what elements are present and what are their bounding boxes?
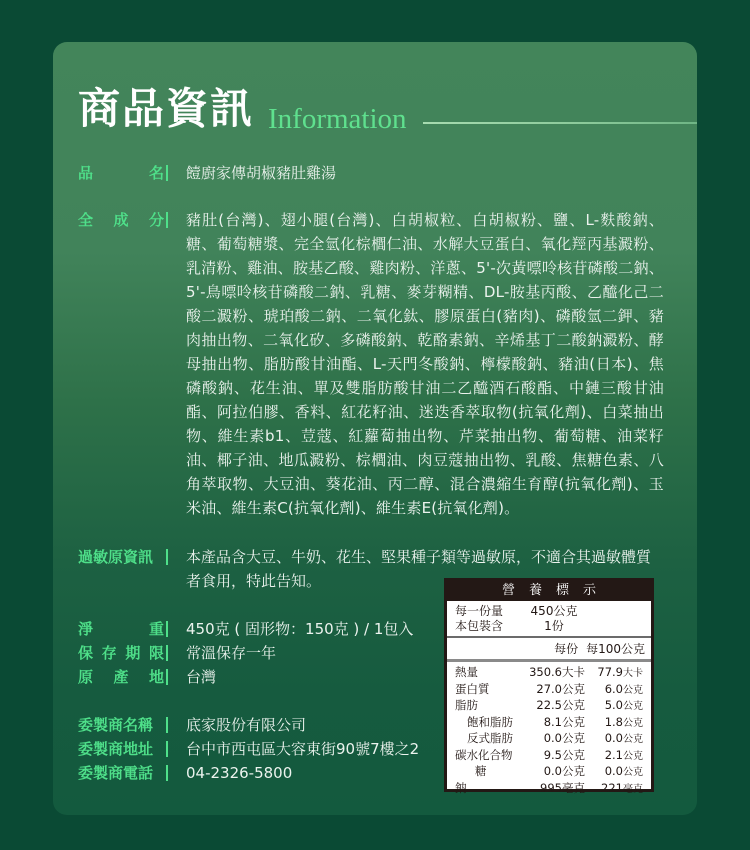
label-separator (166, 765, 168, 781)
label-separator (166, 165, 168, 181)
label-separator (166, 621, 168, 637)
nutrient-value: 5.0 (604, 698, 623, 712)
nutrition-row (455, 698, 645, 715)
col-per-serving: 每份 (554, 642, 579, 656)
label-char: 產 (113, 668, 129, 686)
nutrient-per-100g (585, 682, 643, 699)
nutrient-value: 6.0 (604, 681, 623, 696)
origin-row (78, 665, 216, 689)
net-weight-row (78, 617, 413, 641)
label-separator (166, 717, 168, 733)
manufacturer-phone-value: 04-2326-5800 (186, 764, 293, 782)
nutrient-value: 1.8 (604, 714, 623, 729)
shelf-life-value: 常溫保存一年 (186, 644, 277, 662)
net-weight-label (78, 617, 164, 641)
label-char: 重 (148, 620, 164, 638)
nutrient-per-serving: 22.5公克 (536, 698, 585, 712)
nutrient-name: 鈉 (455, 780, 467, 795)
nutrient-unit: 毫克 (623, 783, 643, 795)
label-char: 分 (148, 211, 164, 229)
nutrient-unit: 公克 (623, 701, 643, 712)
label-separator (166, 212, 168, 228)
shelf-life-row (78, 641, 276, 665)
page-title: 商品資訊 (78, 84, 255, 133)
nutrient-value: 2.1 (604, 747, 623, 762)
product-name-label (78, 161, 164, 185)
manufacturer-address-row (78, 737, 419, 761)
nutrient-per-100g (585, 715, 643, 732)
page-subtitle: Information (268, 103, 407, 135)
allergen-label: 過敏原資訊 (78, 548, 154, 566)
label-char: 存 (101, 644, 117, 662)
serving-size-label: 每一份量 (455, 604, 504, 618)
nutrient-unit: 公克 (623, 767, 643, 778)
manufacturer-name-row (78, 713, 306, 737)
ingredients-label (78, 208, 164, 520)
serving-info (447, 601, 651, 638)
allergen-value: 本產品含大豆、牛奶、花生、堅果種子類等過敏原，不適合其過敏體質者食用，特此告知。 (186, 548, 652, 590)
label-char: 地 (148, 668, 164, 686)
origin-value: 台灣 (186, 668, 217, 686)
ingredients-row (78, 208, 664, 520)
nutrient-per-100g (585, 665, 643, 682)
label-char: 淨 (78, 620, 94, 638)
nutrient-name: 飽和脂肪 (467, 714, 513, 729)
nutrient-per-serving: 0.0公克 (543, 731, 585, 745)
nutrient-value: 0.0 (604, 764, 623, 778)
nutrient-per-serving: 0.0公克 (543, 764, 585, 778)
servings-label: 本包裝含 (455, 619, 504, 633)
label-char: 名 (148, 164, 164, 182)
label-separator (166, 669, 168, 685)
origin-label (78, 665, 164, 689)
net-weight-value: 450克 ( 固形物：150克 ) / 1包入 (186, 620, 414, 638)
nutrient-per-serving: 9.5公克 (543, 747, 585, 762)
nutrient-per-100g (585, 731, 643, 748)
product-name-value: 饐廚家傳胡椒豬肚雞湯 (186, 164, 337, 182)
product-name-row (78, 161, 336, 185)
nutrition-row (455, 748, 645, 765)
nutrient-name: 反式脂肪 (467, 731, 513, 745)
nutrition-column-headers (447, 638, 651, 662)
manufacturer-phone-row (78, 761, 292, 785)
serving-size-value: 450公克 (530, 604, 578, 618)
nutrient-per-100g (585, 764, 643, 781)
nutrient-unit: 公克 (623, 717, 643, 729)
nutrient-per-100g (585, 698, 643, 715)
nutrition-row (455, 731, 645, 748)
nutrient-per-serving: 27.0公克 (536, 681, 585, 696)
nutrient-name: 熱量 (455, 665, 478, 679)
label-char: 期 (125, 644, 141, 662)
label-char: 品 (78, 164, 94, 182)
nutrient-name: 糖 (475, 764, 487, 778)
nutrition-title: 營養標示 (447, 581, 651, 601)
manufacturer-name-value: 底家股份有限公司 (186, 716, 307, 734)
nutrition-row (455, 764, 645, 781)
nutrient-name: 蛋白質 (455, 681, 490, 696)
serving-size-line (455, 604, 645, 619)
servings-value: 1份 (544, 619, 564, 633)
nutrition-rows (447, 662, 651, 797)
manufacturer-phone-label: 委製商電話 (78, 764, 154, 782)
title-divider (423, 122, 697, 124)
nutrient-per-100g (585, 781, 643, 798)
nutrient-name: 脂肪 (455, 698, 478, 712)
label-char: 原 (78, 668, 94, 686)
nutrient-per-serving: 8.1公克 (543, 714, 585, 729)
label-char: 限 (148, 644, 164, 662)
nutrient-per-serving: 350.6大卡 (529, 665, 585, 679)
nutrient-name: 碳水化合物 (455, 747, 513, 762)
manufacturer-address-label: 委製商地址 (78, 740, 154, 758)
nutrition-row (455, 715, 645, 732)
col-per-100g: 每100公克 (586, 642, 645, 656)
nutrition-row (455, 781, 645, 798)
manufacturer-address-value: 台中市西屯區大容東街90號7樓之2 (186, 740, 420, 758)
nutrition-row (455, 682, 645, 699)
ingredients-value: 豬肚(台灣)、翅小腿(台灣)、白胡椒粒、白胡椒粉、鹽、L-麩酸鈉、糖、葡萄糖漿、完全氫化棕櫚仁油、水解大豆蛋白、氧化羥丙基澱粉、乳清粉、雞油、胺基乙酸、雞肉粉、洋蔥、5'-次黃嘌呤核苷磷酸二鈉、5'-鳥嘌呤核苷磷酸二鈉、乳糖、麥芽糊精、DL-胺基丙酸、乙醯化己二酸二澱粉、琥珀酸二鈉、二氧化鈦、膠原蛋白(豬肉)、磷酸氫二鉀、豬肉抽出物、二氧化矽、多磷酸鈉、乾酪素鈉、辛烯基丁二酸鈉澱粉、酵母抽出物、脂肪酸甘油酯、L-天門冬酸鈉、檸檬酸鈉、豬油(日本)、焦磷酸鈉、花生油、單及雙脂肪酸甘油二乙醯酒石酸酯、中鏈三酸甘油酯、阿拉伯膠、香料、紅花籽油、迷迭香萃取物(抗氧化劑)、白菜抽出物、維生素b1、荳蔻、紅蘿蔔抽出物、芹菜抽出物、葡萄糖、油菜籽油、椰子油、地瓜澱粉、棕櫚油、肉豆蔻抽出物、乳酸、焦糖色素、八角萃取物、大豆油、葵花油、丙二醇、混合濃縮生育醇(抗氧化劑)、玉米油、維生素C(抗氧化劑)、維生素E(抗氧化劑)。 (186, 211, 664, 517)
nutrient-unit: 公克 (623, 684, 643, 696)
nutrient-per-serving: 995毫克 (540, 780, 585, 795)
label-char: 全 (78, 211, 94, 229)
nutrient-unit: 大卡 (623, 668, 643, 679)
label-char: 成 (113, 211, 129, 229)
nutrient-value: 0.0 (604, 731, 623, 745)
nutrition-row (455, 665, 645, 682)
label-separator (166, 645, 168, 661)
nutrition-facts-table (444, 578, 654, 795)
label-char: 保 (78, 644, 94, 662)
manufacturer-name-label: 委製商名稱 (78, 716, 154, 734)
shelf-life-label (78, 641, 164, 665)
nutrient-unit: 公克 (623, 750, 643, 762)
label-separator (166, 741, 168, 757)
nutrient-per-100g (585, 748, 643, 765)
nutrient-value: 221 (601, 780, 623, 795)
nutrient-unit: 公克 (623, 734, 643, 745)
label-separator (166, 549, 168, 565)
servings-line (455, 619, 645, 634)
nutrient-value: 77.9 (597, 665, 623, 679)
